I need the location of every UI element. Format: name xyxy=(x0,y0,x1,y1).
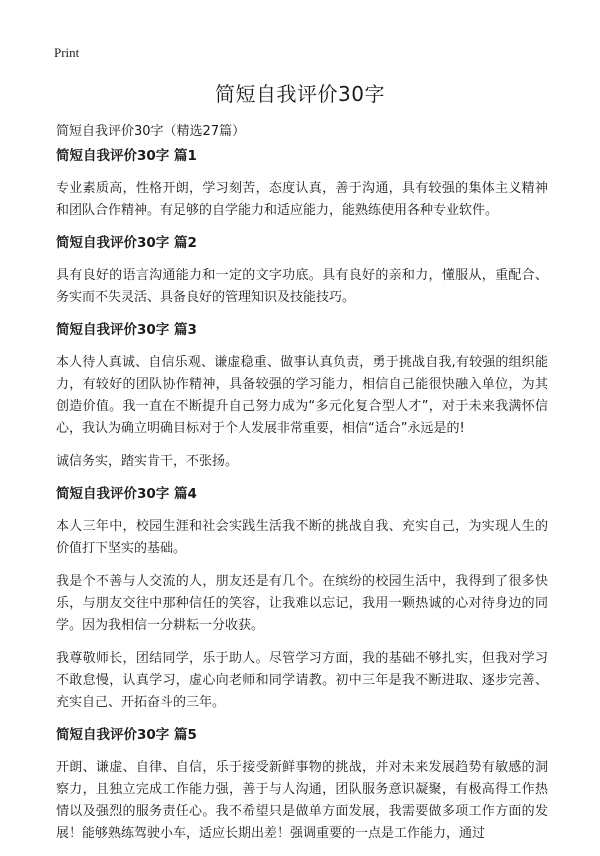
section-paragraph: 具有良好的语言沟通能力和一定的文字功底。具有良好的亲和力，懂服从，重配合、务实而不失灵活、具备良好的管理知识及技能技巧。 xyxy=(56,268,548,305)
document-subtitle: 简短自我评价30字（精选27篇） xyxy=(56,124,246,139)
section-paragraph: 专业素质高，性格开朗，学习刻苦，态度认真，善于沟通，具有较强的集体主义精神和团队合作精神。有足够的自学能力和适应能力，能熟练使用各种专业软件。 xyxy=(56,181,548,218)
section-paragraph: 我尊敬师长，团结同学，乐于助人。尽管学习方面，我的基础不够扎实，但我对学习不敢怠慢，认真学习，虚心向老师和同学请教。初中三年是我不断进取、逐步完善、充实自己、开拓奋斗的三年。 xyxy=(56,651,548,710)
section-paragraph: 我是个不善与人交流的人，朋友还是有几个。在缤纷的校园生活中，我得到了很多快乐，与朋友交往中那种信任的笑容，让我难以忘记，我用一颗热诚的心对待身边的同学。因为我相信一分耕耘一分收获。 xyxy=(56,574,548,633)
section-paragraph: 诚信务实，踏实肯干，不张扬。 xyxy=(56,454,239,469)
section-heading: 简短自我评价30字 篇1 xyxy=(56,148,197,164)
print-link[interactable]: Print xyxy=(54,45,80,60)
page-title: 简短自我评价30字 xyxy=(215,82,385,106)
section-paragraph: 开朗、谦虚、自律、自信，乐于接受新鲜事物的挑战，并对未来发展趋势有敏感的洞察力，且独立完成工作能力强，善于与人沟通，团队服务意识凝聚，有极高得工作热情以及强烈的服务责任心。我不希望只是做单方面发展，我需要做多项工作方面的发展！能够熟练驾驶小车，适应长期出差！强调重要的一点是工作能力，通过 xyxy=(56,760,548,841)
section-heading: 简短自我评价30字 篇5 xyxy=(56,727,197,743)
section-3 xyxy=(56,320,548,473)
section-4 xyxy=(56,484,548,714)
section-5 xyxy=(56,725,548,845)
section-1 xyxy=(56,146,548,222)
section-heading: 简短自我评价30字 篇3 xyxy=(56,322,197,338)
section-2 xyxy=(56,233,548,309)
section-paragraph: 本人待人真诚、自信乐观、谦虚稳重、做事认真负责，勇于挑战自我,有较强的组织能力，有较好的团队协作精神，具备较强的学习能力，相信自己能很快融入单位，为其创造价值。我一直在不断提升自己努力成为“多元化复合型人才”，对于未来我满怀信心，我认为确立明确目标对于个人发展非常重要，相信“适合”永远是的! xyxy=(56,355,548,436)
document-body xyxy=(56,146,548,856)
section-paragraph: 本人三年中，校园生涯和社会实践生活我不断的挑战自我、充实自己，为实现人生的价值打下坚实的基础。 xyxy=(56,519,548,556)
section-heading: 简短自我评价30字 篇4 xyxy=(56,486,197,502)
section-heading: 简短自我评价30字 篇2 xyxy=(56,235,197,251)
